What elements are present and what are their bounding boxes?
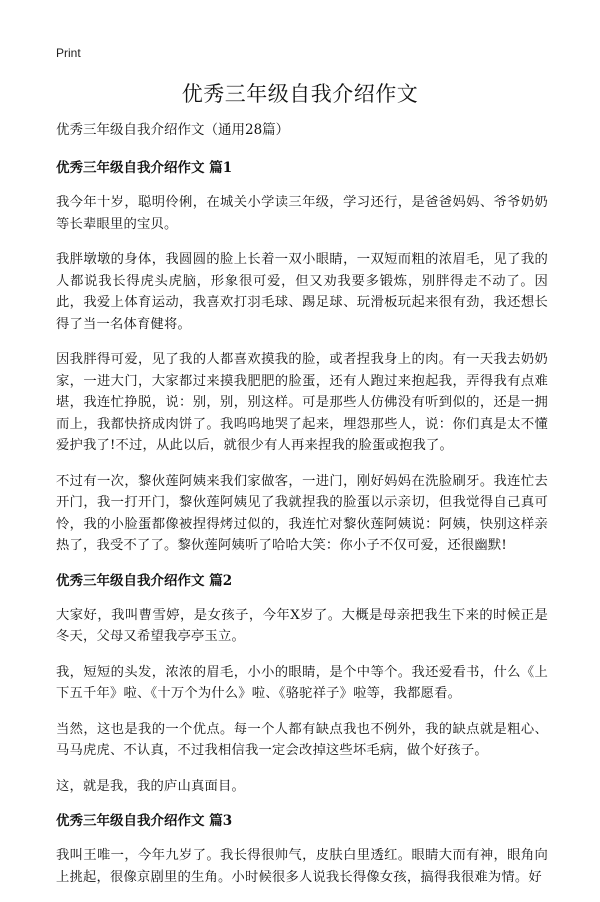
paragraph: 不过有一次，黎伙莲阿姨来我们家做客，一进门，刚好妈妈在洗脸刷牙。我连忙去开门，我一打开门，黎伙莲阿姨见了我就捏我的脸蛋以示亲切，但我觉得自己真可怜，我的小脸蛋都像被捏得烤过似的，我连忙对黎伙莲阿姨说：阿姨，快别这样亲热了，我受不了了。黎伙莲阿姨听了哈哈大笑：你小子不仅可爱，还很幽默! (56, 473, 548, 553)
page-title: 优秀三年级自我介绍作文 (181, 82, 419, 106)
section-heading: 优秀三年级自我介绍作文 篇1 (56, 160, 233, 176)
paragraph: 当然，这也是我的一个优点。每一个人都有缺点我也不例外，我的缺点就是粗心、马马虎虎、不认真，不过我相信我一定会改掉这些坏毛病，做个好孩子。 (56, 721, 548, 758)
paragraph: 大家好，我叫曹雪婷，是女孩子，今年X岁了。大概是母亲把我生下来的时候正是冬天，父母又希望我亭亭玉立。 (56, 607, 548, 644)
paragraph: 我，短短的头发，浓浓的眉毛，小小的眼睛，是个中等个。我还爱看书，什么《上下五千年》啦、《十万个为什么》啦、《骆驼祥子》啦等，我都愿看。 (56, 664, 548, 701)
paragraph: 我胖墩墩的身体，我圆圆的脸上长着一双小眼睛，一双短而粗的浓眉毛，见了我的人都说我长得虎头虎脑，形象很可爱，但又劝我要多锻炼，别胖得走不动了。因此，我爱上体育运动，我喜欢打羽毛球、踢足球、玩滑板玩起来很有劲，我还想长得了当一名体育健将。 (56, 252, 548, 332)
article-body (56, 120, 548, 902)
section-1 (56, 158, 548, 557)
paragraph: 我今年十岁，聪明伶俐，在城关小学读三年级，学习还行，是爸爸妈妈、爷爷奶奶等长辈眼里的宝贝。 (56, 195, 548, 232)
article-subtitle: 优秀三年级自我介绍作文（通用28篇） (56, 122, 290, 138)
print-link[interactable]: Print (56, 46, 81, 60)
paragraph: 我叫王唯一，今年九岁了。我长得很帅气，皮肤白里透红。眼睛大而有神，眼角向上挑起，很像京剧里的生角。小时候很多人说我长得像女孩，搞得我很难为情。好 (56, 848, 548, 885)
section-3 (56, 811, 548, 888)
section-heading: 优秀三年级自我介绍作文 篇2 (56, 572, 233, 589)
paragraph: 这，就是我，我的庐山真面目。 (56, 778, 245, 794)
section-2 (56, 571, 548, 798)
paragraph: 因我胖得可爱，见了我的人都喜欢摸我的脸，或者捏我身上的肉。有一天我去奶奶家，一进大门，大家都过来摸我肥肥的脸蛋，还有人跑过来抱起我，弄得我有点难堪，我连忙挣脱，说：别，别，别这样。可是那些人仿佛没有听到似的，还是一拥而上，我都快挤成肉饼了。我呜呜地哭了起来，埋怨那些人，说：你们真是太不懂爱护我了!不过，从此以后，就很少有人再来捏我的脸蛋或抱我了。 (56, 352, 548, 453)
section-heading: 优秀三年级自我介绍作文 篇3 (56, 813, 233, 829)
